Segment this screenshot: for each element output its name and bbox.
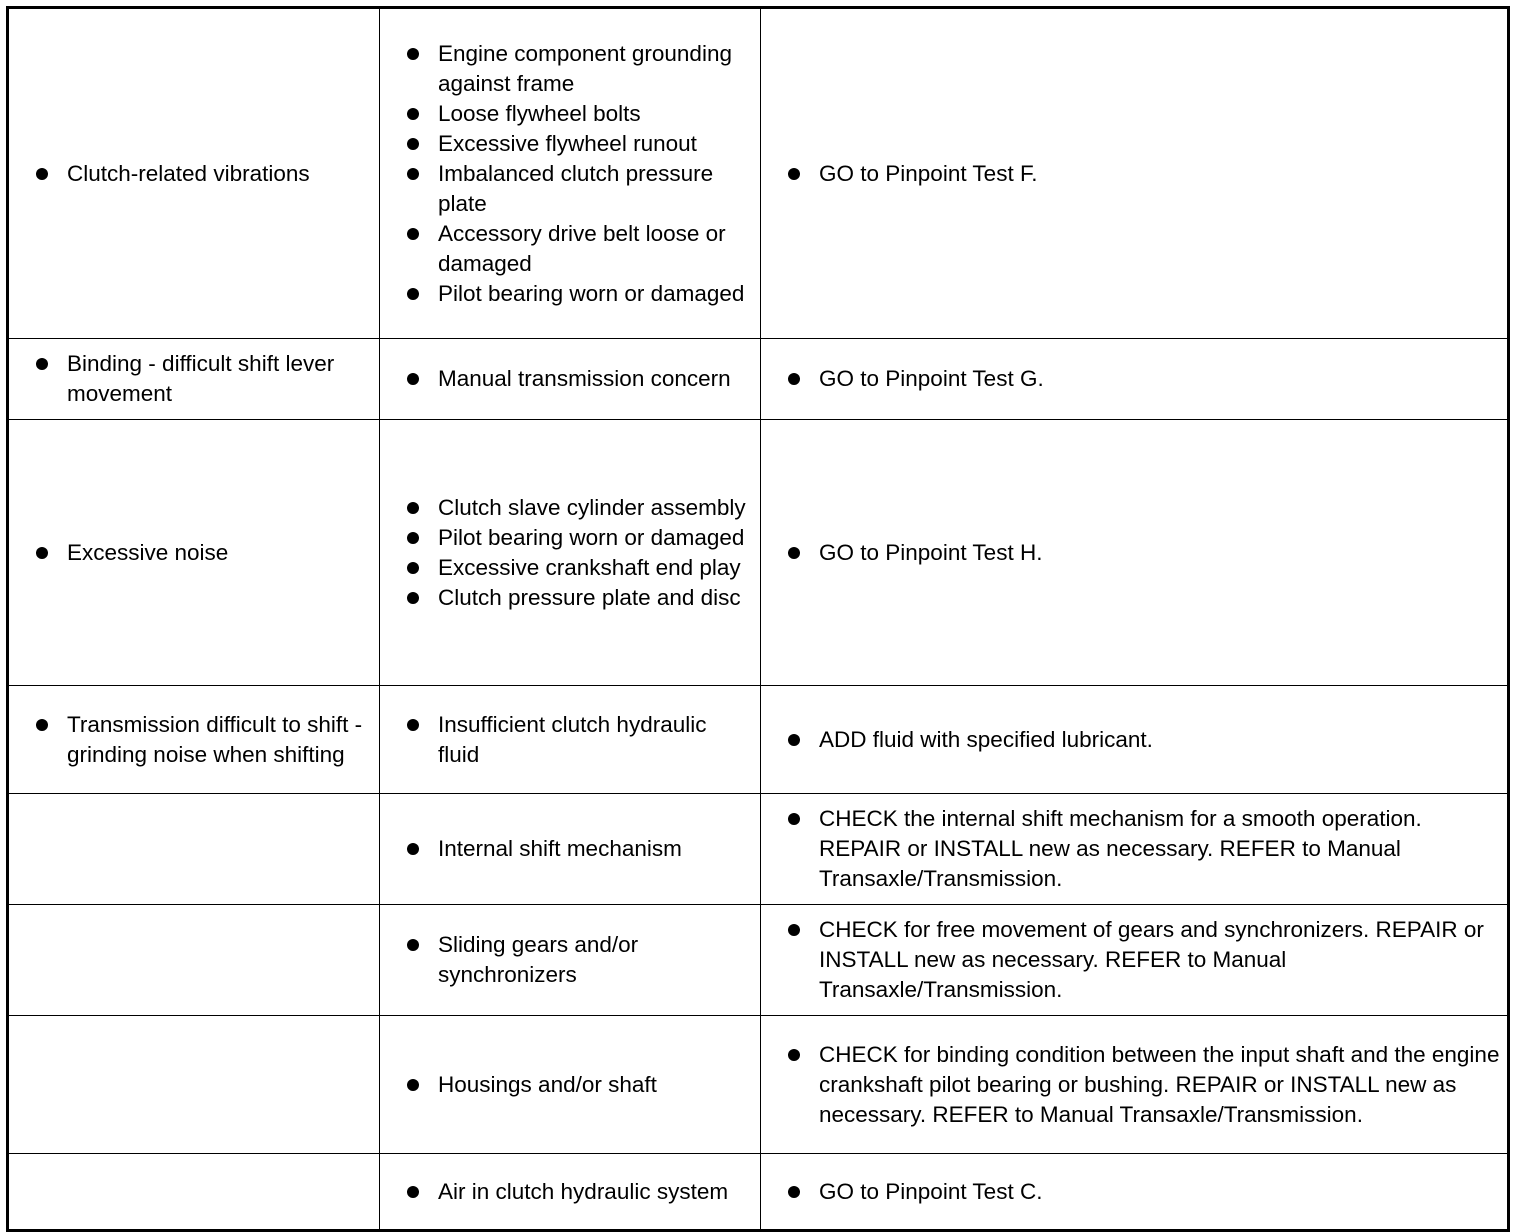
action-bullet-item: CHECK for binding condition between the input shaft and the engine crankshaft pilot bearing or bushing. REPAIR or INSTALL new as necessary. REFER to Manual Transaxle/Transmission. bbox=[785, 1040, 1501, 1130]
possible-source-cell bbox=[380, 8, 761, 339]
condition-bullet-item: Clutch-related vibrations bbox=[33, 159, 369, 189]
action-bullet-list bbox=[785, 915, 1501, 1005]
action-cell bbox=[761, 1154, 1509, 1231]
causes-bullet-item: Internal shift mechanism bbox=[404, 834, 750, 864]
diagnosis-table-body bbox=[8, 8, 1509, 1231]
causes-bullet-item: Accessory drive belt loose or damaged bbox=[404, 219, 750, 279]
possible-source-cell bbox=[380, 905, 761, 1016]
causes-bullet-item: Sliding gears and/or synchronizers bbox=[404, 930, 750, 990]
table-row bbox=[8, 905, 1509, 1016]
causes-bullet-item: Engine component grounding against frame bbox=[404, 39, 750, 99]
causes-bullet-item: Air in clutch hydraulic system bbox=[404, 1177, 750, 1207]
possible-source-cell bbox=[380, 420, 761, 686]
condition-bullet-list bbox=[33, 349, 369, 409]
action-bullet-list bbox=[785, 538, 1501, 568]
action-cell bbox=[761, 794, 1509, 905]
causes-bullet-item: Housings and/or shaft bbox=[404, 1070, 750, 1100]
action-bullet-list bbox=[785, 364, 1501, 394]
condition-bullet-item: Binding - difficult shift lever movement bbox=[33, 349, 369, 409]
condition-cell bbox=[8, 339, 380, 420]
action-bullet-list bbox=[785, 1040, 1501, 1130]
causes-bullet-list bbox=[404, 930, 750, 990]
diagnosis-table bbox=[6, 6, 1510, 1232]
action-cell bbox=[761, 8, 1509, 339]
table-row bbox=[8, 1154, 1509, 1231]
causes-bullet-list bbox=[404, 834, 750, 864]
action-bullet-item: GO to Pinpoint Test G. bbox=[785, 364, 1501, 394]
condition-cell bbox=[8, 686, 380, 794]
causes-bullet-item: Clutch pressure plate and disc bbox=[404, 583, 750, 613]
causes-bullet-list bbox=[404, 710, 750, 770]
causes-bullet-item: Imbalanced clutch pressure plate bbox=[404, 159, 750, 219]
causes-bullet-list bbox=[404, 1177, 750, 1207]
condition-bullet-list bbox=[33, 710, 369, 770]
causes-bullet-item: Loose flywheel bolts bbox=[404, 99, 750, 129]
causes-bullet-list bbox=[404, 1070, 750, 1100]
condition-cell bbox=[8, 420, 380, 686]
condition-bullet-item: Transmission difficult to shift - grinding noise when shifting bbox=[33, 710, 369, 770]
condition-cell bbox=[8, 1016, 380, 1154]
causes-bullet-item: Excessive crankshaft end play bbox=[404, 553, 750, 583]
causes-bullet-item: Insufficient clutch hydraulic fluid bbox=[404, 710, 750, 770]
causes-bullet-item: Pilot bearing worn or damaged bbox=[404, 523, 750, 553]
condition-cell bbox=[8, 1154, 380, 1231]
causes-bullet-item: Manual transmission concern bbox=[404, 364, 750, 394]
action-bullet-item: GO to Pinpoint Test H. bbox=[785, 538, 1501, 568]
action-cell bbox=[761, 339, 1509, 420]
action-bullet-list bbox=[785, 804, 1501, 894]
causes-bullet-item: Clutch slave cylinder assembly bbox=[404, 493, 750, 523]
action-bullet-item: ADD fluid with specified lubricant. bbox=[785, 725, 1501, 755]
action-cell bbox=[761, 905, 1509, 1016]
condition-cell bbox=[8, 8, 380, 339]
table-row bbox=[8, 339, 1509, 420]
table-row bbox=[8, 1016, 1509, 1154]
condition-cell bbox=[8, 905, 380, 1016]
table-row bbox=[8, 8, 1509, 339]
table-row bbox=[8, 420, 1509, 686]
condition-bullet-list bbox=[33, 538, 369, 568]
action-bullet-item: CHECK for free movement of gears and synchronizers. REPAIR or INSTALL new as necessary. REFER to Manual Transaxle/Transmission. bbox=[785, 915, 1501, 1005]
causes-bullet-item: Pilot bearing worn or damaged bbox=[404, 279, 750, 309]
action-bullet-item: GO to Pinpoint Test F. bbox=[785, 159, 1501, 189]
condition-bullet-list bbox=[33, 159, 369, 189]
possible-source-cell bbox=[380, 794, 761, 905]
action-bullet-item: GO to Pinpoint Test C. bbox=[785, 1177, 1501, 1207]
action-bullet-list bbox=[785, 725, 1501, 755]
causes-bullet-list bbox=[404, 364, 750, 394]
condition-bullet-item: Excessive noise bbox=[33, 538, 369, 568]
action-cell bbox=[761, 420, 1509, 686]
action-bullet-list bbox=[785, 1177, 1501, 1207]
possible-source-cell bbox=[380, 1016, 761, 1154]
action-bullet-item: CHECK the internal shift mechanism for a smooth operation. REPAIR or INSTALL new as necessary. REFER to Manual Transaxle/Transmission. bbox=[785, 804, 1501, 894]
possible-source-cell bbox=[380, 339, 761, 420]
table-row bbox=[8, 794, 1509, 905]
causes-bullet-list bbox=[404, 39, 750, 309]
possible-source-cell bbox=[380, 686, 761, 794]
condition-cell bbox=[8, 794, 380, 905]
causes-bullet-list bbox=[404, 493, 750, 613]
causes-bullet-item: Excessive flywheel runout bbox=[404, 129, 750, 159]
action-cell bbox=[761, 1016, 1509, 1154]
table-row bbox=[8, 686, 1509, 794]
possible-source-cell bbox=[380, 1154, 761, 1231]
action-cell bbox=[761, 686, 1509, 794]
action-bullet-list bbox=[785, 159, 1501, 189]
